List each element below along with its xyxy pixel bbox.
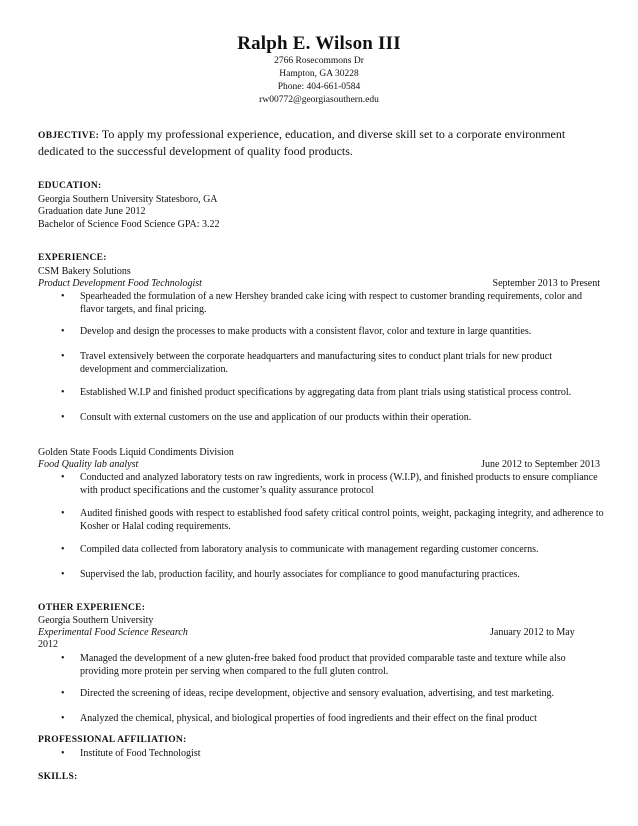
- job-bullet: Established W.I.P and finished product specifications by aggregating data from plant trials using statistical process control.: [80, 387, 572, 398]
- address-line: 2766 Rosecommons Dr: [274, 56, 364, 66]
- affiliation-heading: PROFESSIONAL AFFILIATION:: [38, 735, 187, 745]
- job-bullet: Travel extensively between the corporate headquarters and manufacturing sites to conduct plant trials for new product development and commercialization.: [80, 351, 552, 375]
- bullet-icon: •: [61, 748, 65, 759]
- bullet-icon: •: [61, 351, 65, 362]
- other-title: Experimental Food Science Research: [38, 627, 188, 638]
- other-dates: January 2012 to May: [490, 627, 575, 638]
- bullet-icon: •: [61, 688, 65, 699]
- education-school: Georgia Southern University Statesboro, GA: [38, 194, 218, 205]
- job-title: Food Quality lab analyst: [38, 459, 139, 470]
- job-bullet: Conducted and analyzed laboratory tests on raw ingredients, work in process (W.I.P), and finished products to ensure compliance with product specifications and the customer’s quality assurance protocol: [80, 472, 598, 496]
- job-bullet: Consult with external customers on the use and application of our products within their operation.: [80, 412, 472, 423]
- city-line: Hampton, GA 30228: [279, 69, 359, 79]
- bullet-icon: •: [61, 412, 65, 423]
- job-dates: September 2013 to Present: [492, 278, 600, 289]
- bullet-icon: •: [61, 713, 65, 724]
- bullet-icon: •: [61, 508, 65, 519]
- bullet-icon: •: [61, 569, 65, 580]
- other-org: Georgia Southern University: [38, 615, 154, 626]
- other-bullet: Directed the screening of ideas, recipe development, objective and sensory evaluation, advertising, and test marketing.: [80, 688, 554, 699]
- education-graduation: Graduation date June 2012: [38, 206, 146, 217]
- affiliation-item: Institute of Food Technologist: [80, 748, 201, 759]
- bullet-icon: •: [61, 387, 65, 398]
- other-dates-continued: 2012: [38, 639, 58, 650]
- bullet-icon: •: [61, 544, 65, 555]
- objective-text: To apply my professional experience, education, and diverse skill set to a corporate environment dedicated to the successful development of quality food products.: [38, 127, 566, 158]
- job-company: CSM Bakery Solutions: [38, 266, 131, 277]
- bullet-icon: •: [61, 472, 65, 483]
- bullet-icon: •: [61, 653, 65, 664]
- other-experience-heading: OTHER EXPERIENCE:: [38, 603, 146, 613]
- job-company: Golden State Foods Liquid Condiments Division: [38, 447, 234, 458]
- experience-heading: EXPERIENCE:: [38, 253, 107, 263]
- job-bullet: Spearheaded the formulation of a new Hershey branded cake icing with respect to customer branding requirements, color and flavor targets, and final pricing.: [80, 291, 583, 315]
- education-heading: EDUCATION:: [38, 181, 102, 191]
- job-bullet: Supervised the lab, production facility, and hourly associates for compliance to good manufacturing practices.: [80, 569, 520, 580]
- job-dates: June 2012 to September 2013: [481, 459, 600, 470]
- education-degree: Bachelor of Science Food Science GPA: 3.22: [38, 219, 220, 230]
- other-bullet: Analyzed the chemical, physical, and biological properties of food ingredients and their effect on the final product: [80, 713, 537, 724]
- candidate-name: Ralph E. Wilson III: [237, 33, 401, 54]
- job-bullet: Develop and design the processes to make products with a consistent flavor, color and texture in large quantities.: [80, 326, 532, 337]
- job-bullet: Compiled data collected from laboratory analysis to communicate with management regarding customer concerns.: [80, 544, 539, 555]
- bullet-icon: •: [61, 291, 65, 302]
- email-line: rw00772@georgiasouthern.edu: [259, 95, 379, 105]
- job-title: Product Development Food Technologist: [38, 278, 202, 289]
- objective-section: [38, 127, 608, 159]
- job-bullet: Audited finished goods with respect to established food safety critical control points, weight, packaging integrity, and adherence to Kosher or Halal coding requirements.: [80, 508, 604, 532]
- skills-heading: SKILLS:: [38, 772, 78, 782]
- phone-line: Phone: 404-661-0584: [277, 82, 361, 92]
- objective-label: OBJECTIVE:: [38, 131, 100, 141]
- bullet-icon: •: [61, 326, 65, 337]
- other-bullet: Managed the development of a new gluten-free baked food product that provided comparable taste and texture while also providing more protein per serving when compared to the full gluten control.: [80, 653, 566, 677]
